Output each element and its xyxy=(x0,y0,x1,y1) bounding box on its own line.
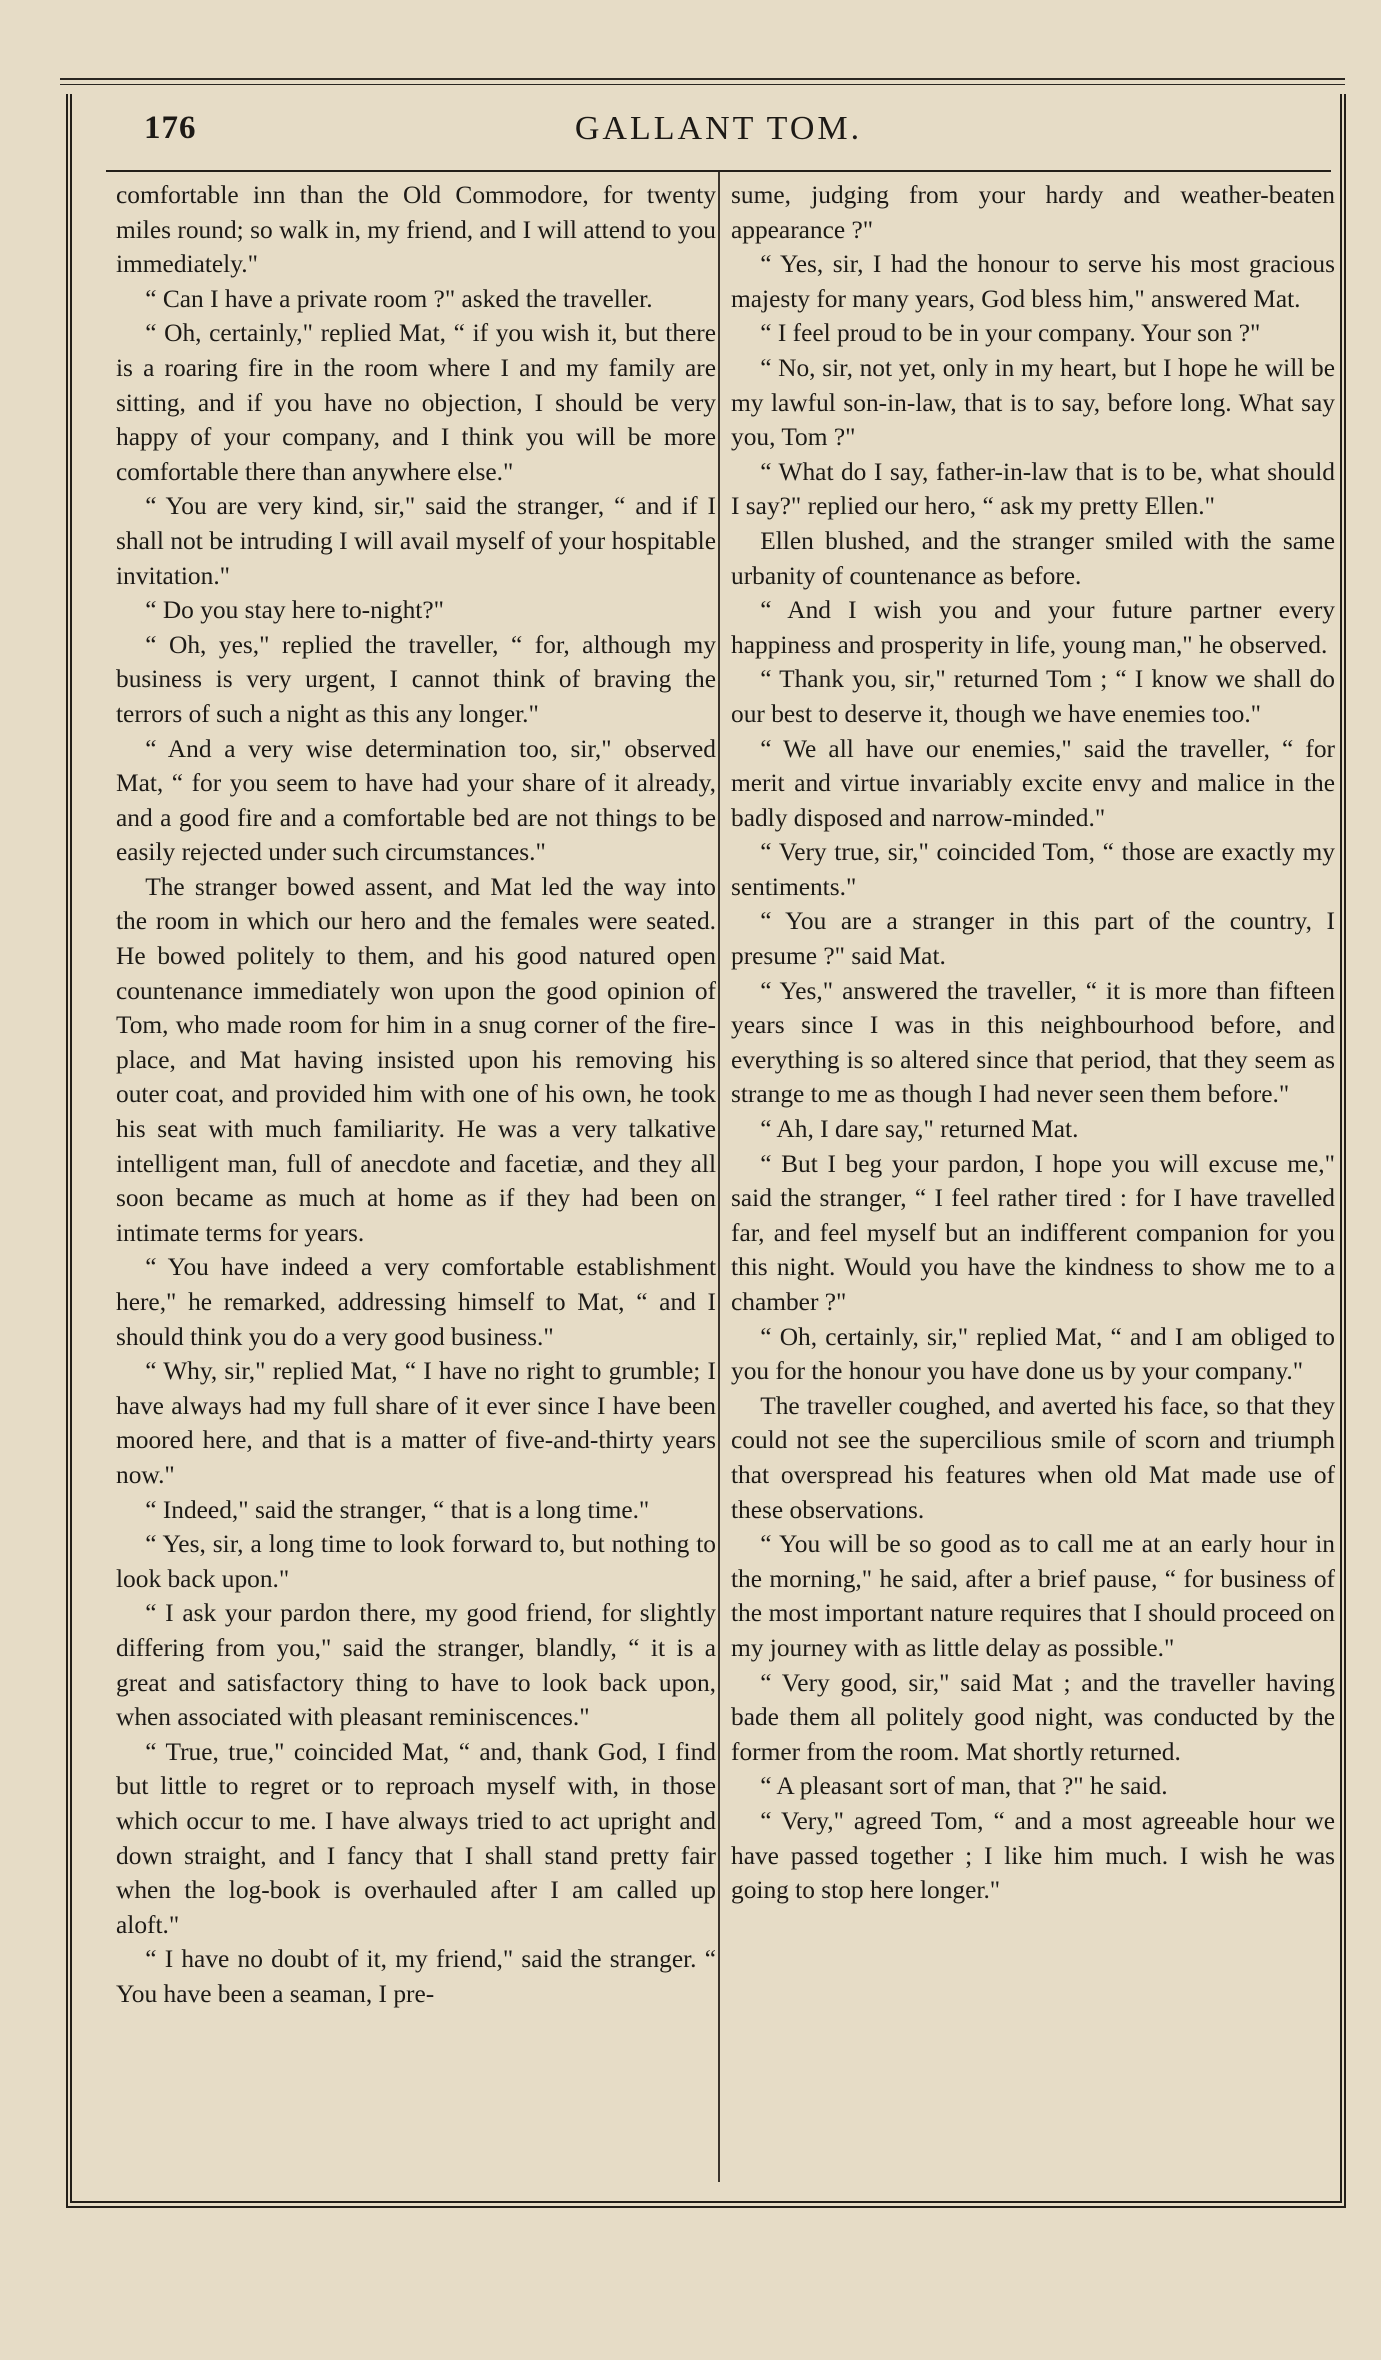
paragraph: comfortable inn than the Old Commodore, for twenty miles round; so walk in, my friend, and I will attend to you immediately." xyxy=(116,181,716,279)
paragraph: “ Ah, I dare say," returned Mat. xyxy=(760,1115,1079,1144)
paragraph: “ No, sir, not yet, only in my heart, but I hope he will be my lawful son-in-law, that is to say, before long. What say you, Tom ?" xyxy=(731,353,1335,452)
paragraph: “ Yes," answered the traveller, “ it is more than fifteen years since I was in this neighbourhood before, and everything is so altered since that period, that they seem as strange to me as though I had never seen them before." xyxy=(731,976,1335,1109)
paragraph: “ We all have our enemies," said the traveller, “ for merit and virtue invariably excite envy and malice in the badly disposed and narrow-minded." xyxy=(731,734,1335,832)
paragraph: “ True, true," coincided Mat, “ and, thank God, I find but little to regret or to reproach myself with, in those which occur to me. I have always tried to act upright and down straight, and I fancy that I shall stand pretty fair when the log-book is overhauled after I am called up aloft." xyxy=(116,1737,716,1939)
paragraph: “ You have indeed a very comfortable establishment here," he remarked, addressing himself to Mat, “ and I should think you do a very good business." xyxy=(116,1253,716,1351)
paragraph: “ Yes, sir, a long time to look forward to, but nothing to look back upon." xyxy=(116,1530,716,1593)
paragraph: Ellen blushed, and the stranger smiled with the same urbanity of countenance as before. xyxy=(731,526,1335,590)
left-column xyxy=(116,178,716,2011)
right-column xyxy=(731,178,1335,1908)
paragraph: “ Oh, certainly, sir," replied Mat, “ and I am obliged to you for the honour you have done us by your company." xyxy=(731,1322,1335,1386)
top-rule-thin xyxy=(60,84,1345,85)
column-divider xyxy=(718,172,720,2182)
paragraph: The traveller coughed, and averted his face, so that they could not see the supercilious smile of scorn and triumph that overspread his features when old Mat made use of these observations. xyxy=(731,1391,1335,1524)
paragraph: “ But I beg your pardon, I hope you will excuse me," said the stranger, “ I feel rather tired : for I have travelled far, and feel myself but an indifferent companion for you this night. Would you have the kindness to show me to a chamber ?" xyxy=(731,1149,1335,1316)
paragraph: “ Thank you, sir," returned Tom ; “ I know we shall do our best to deserve it, though we have enemies too." xyxy=(731,665,1335,728)
paragraph: “ I ask your pardon there, my good friend, for slightly differing from you," said the stranger, blandly, “ it is a great and satisfactory thing to have to look back upon, when associated with pleasant reminiscences." xyxy=(116,1599,716,1732)
paragraph: “ What do I say, father-in-law that is to be, what should I say?" replied our hero, “ ask my pretty Ellen." xyxy=(731,457,1335,521)
paragraph: “ You are a stranger in this part of the country, I presume ?" said Mat. xyxy=(731,907,1335,971)
paragraph: “ Do you stay here to-night?" xyxy=(145,596,444,625)
paragraph: “ A pleasant sort of man, that ?" he said. xyxy=(760,1772,1168,1801)
paragraph: “ Yes, sir, I had the honour to serve his most gracious majesty for many years, God bless him," answered Mat. xyxy=(731,250,1335,313)
paragraph: sume, judging from your hardy and weather-beaten appearance ?" xyxy=(731,181,1335,244)
paragraph: “ Very true, sir," coincided Tom, “ those are exactly my sentiments." xyxy=(731,838,1335,901)
top-rule xyxy=(60,78,1345,80)
running-title: GALLANT TOM. xyxy=(574,110,863,147)
page-header xyxy=(96,110,1341,168)
page-number: 176 xyxy=(144,110,197,146)
paragraph: “ Very good, sir," said Mat ; and the traveller having bade them all politely good night, was conducted by the former from the room. Mat shortly returned. xyxy=(731,1668,1335,1766)
paragraph: “ Very," agreed Tom, “ and a most agreeable hour we have passed together ; I like him much. I wish he was going to stop here longer." xyxy=(731,1806,1335,1905)
paragraph: “ Indeed," said the stranger, “ that is a long time." xyxy=(145,1495,650,1524)
paragraph: “ Oh, certainly," replied Mat, “ if you wish it, but there is a roaring fire in the room where I and my family are sitting, and if you have no objection, I should be very happy of your company, and I think you will be more comfortable there than anywhere else." xyxy=(116,319,716,486)
paragraph: “ I feel proud to be in your company. Your son ?" xyxy=(760,319,1261,348)
paragraph: “ Why, sir," replied Mat, “ I have no right to grumble; I have always had my full share of it ever since I have been moored here, and that is a matter of five-and-thirty years now." xyxy=(116,1357,716,1489)
paragraph: The stranger bowed assent, and Mat led the way into the room in which our hero and the females were seated. He bowed politely to them, and his good natured open countenance immediately won upon the good opinion of Tom, who made room for him in a snug corner of the fire-place, and Mat having insisted upon his removing his outer coat, and provided him with one of his own, he took his seat with much familiarity. He was a very talkative intelligent man, full of anecdote and facetiæ, and they all soon became as much at home as if they had been on intimate terms for years. xyxy=(116,872,716,1247)
paragraph: “ You will be so good as to call me at an early hour in the morning," he said, after a brief pause, “ for business of the most important nature requires that I should proceed on my journey with as little delay as possible." xyxy=(731,1530,1335,1662)
paragraph: “ I have no doubt of it, my friend," said the stranger. “ You have been a seaman, I pre- xyxy=(116,1945,716,2008)
paragraph: “ And a very wise determination too, sir," observed Mat, “ for you seem to have had your share of it already, and a good fire and a comfortable bed are not things to be easily rejected under such circumstances." xyxy=(116,734,716,867)
paragraph: “ Oh, yes," replied the traveller, “ for, although my business is very urgent, I cannot think of braving the terrors of such a night as this any longer." xyxy=(116,630,716,728)
paragraph: “ Can I have a private room ?" asked the traveller. xyxy=(145,284,653,313)
paragraph: “ You are very kind, sir," said the stranger, “ and if I shall not be intruding I will avail myself of your hospitable invitation." xyxy=(116,492,716,590)
paragraph: “ And I wish you and your future partner every happiness and prosperity in life, young man," he observed. xyxy=(731,596,1335,659)
